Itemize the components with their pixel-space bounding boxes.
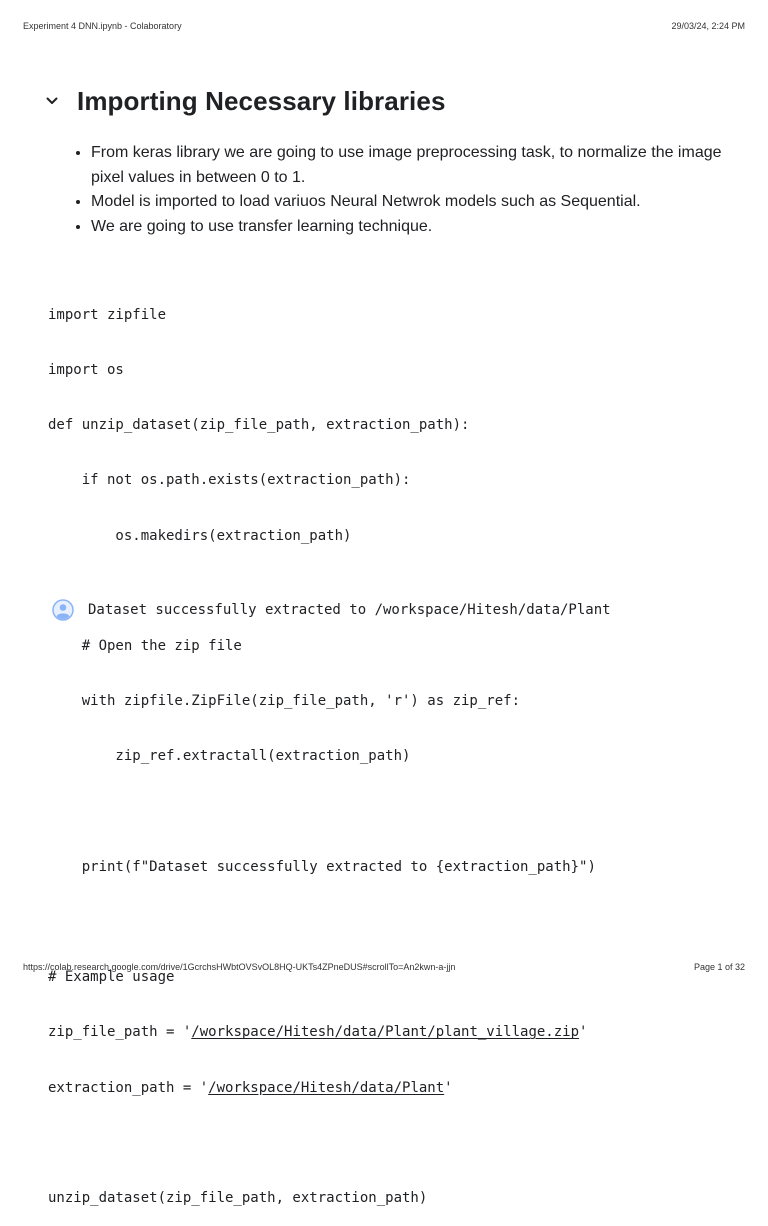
print-footer xyxy=(23,960,745,974)
code-line-extraction-path xyxy=(48,1079,596,1097)
section-title: Importing Necessary libraries xyxy=(77,85,446,116)
code-line: import os xyxy=(48,362,124,379)
code-line: unzip_dataset(zip_file_path, extraction_path) xyxy=(48,1190,428,1207)
section-header xyxy=(40,82,446,120)
bullet-list xyxy=(50,141,751,239)
chevron-down-icon[interactable] xyxy=(40,89,64,113)
code-line: print(f"Dataset successfully extracted to {extraction_path}") xyxy=(48,858,596,875)
print-header-datetime: 29/03/24, 2:24 PM xyxy=(671,21,745,31)
code-line xyxy=(48,1134,596,1152)
code-text: ' xyxy=(579,1024,588,1041)
code-text: ' xyxy=(444,1079,453,1096)
code-text: zip_file_path = ' xyxy=(48,1024,192,1041)
code-line xyxy=(48,913,596,931)
list-item: • From keras library we are going to use image preprocessing task, to normalize the image pixel values in between 0 to 1. xyxy=(91,141,751,190)
code-text: extraction_path = ' xyxy=(48,1079,209,1096)
code-line-zip-path xyxy=(48,1023,596,1041)
code-line: # Open the zip file xyxy=(48,638,242,655)
code-line xyxy=(48,803,596,821)
list-item: • We are going to use transfer learning technique. xyxy=(91,215,751,240)
zip-path-link[interactable]: /workspace/Hitesh/data/Plant/plant_village.zip xyxy=(191,1024,580,1041)
print-header xyxy=(23,19,745,33)
code-line: import zipfile xyxy=(48,306,167,323)
list-item: • Model is imported to load variuos Neural Netwrok models such as Sequential. xyxy=(91,190,751,215)
code-line: os.makedirs(extraction_path) xyxy=(48,527,352,544)
print-footer-page: Page 1 of 32 xyxy=(693,962,745,972)
output-text: Dataset successfully extracted to /workspace/Hitesh/data/Plant xyxy=(88,602,611,618)
code-cell[interactable] xyxy=(48,269,596,1226)
output-avatar-icon[interactable] xyxy=(52,599,74,621)
code-line: with zipfile.ZipFile(zip_file_path, 'r') as zip_ref: xyxy=(48,693,521,710)
code-line: if not os.path.exists(extraction_path): xyxy=(48,472,411,489)
code-line: # Example usage xyxy=(48,969,175,986)
code-line: zip_ref.extractall(extraction_path) xyxy=(48,748,411,765)
extraction-path-link[interactable]: /workspace/Hitesh/data/Plant xyxy=(208,1079,445,1096)
cell-output xyxy=(52,598,611,622)
print-header-title: Experiment 4 DNN.ipynb - Colaboratory xyxy=(23,21,182,31)
code-line: def unzip_dataset(zip_file_path, extraction_path): xyxy=(48,417,470,434)
print-footer-url: https://colab.research.google.com/drive/1GcrchsHWbtOVSvOL8HQ-UKTs4ZPneDUS#scrollTo=An2kwn-a-jjn xyxy=(23,962,456,972)
